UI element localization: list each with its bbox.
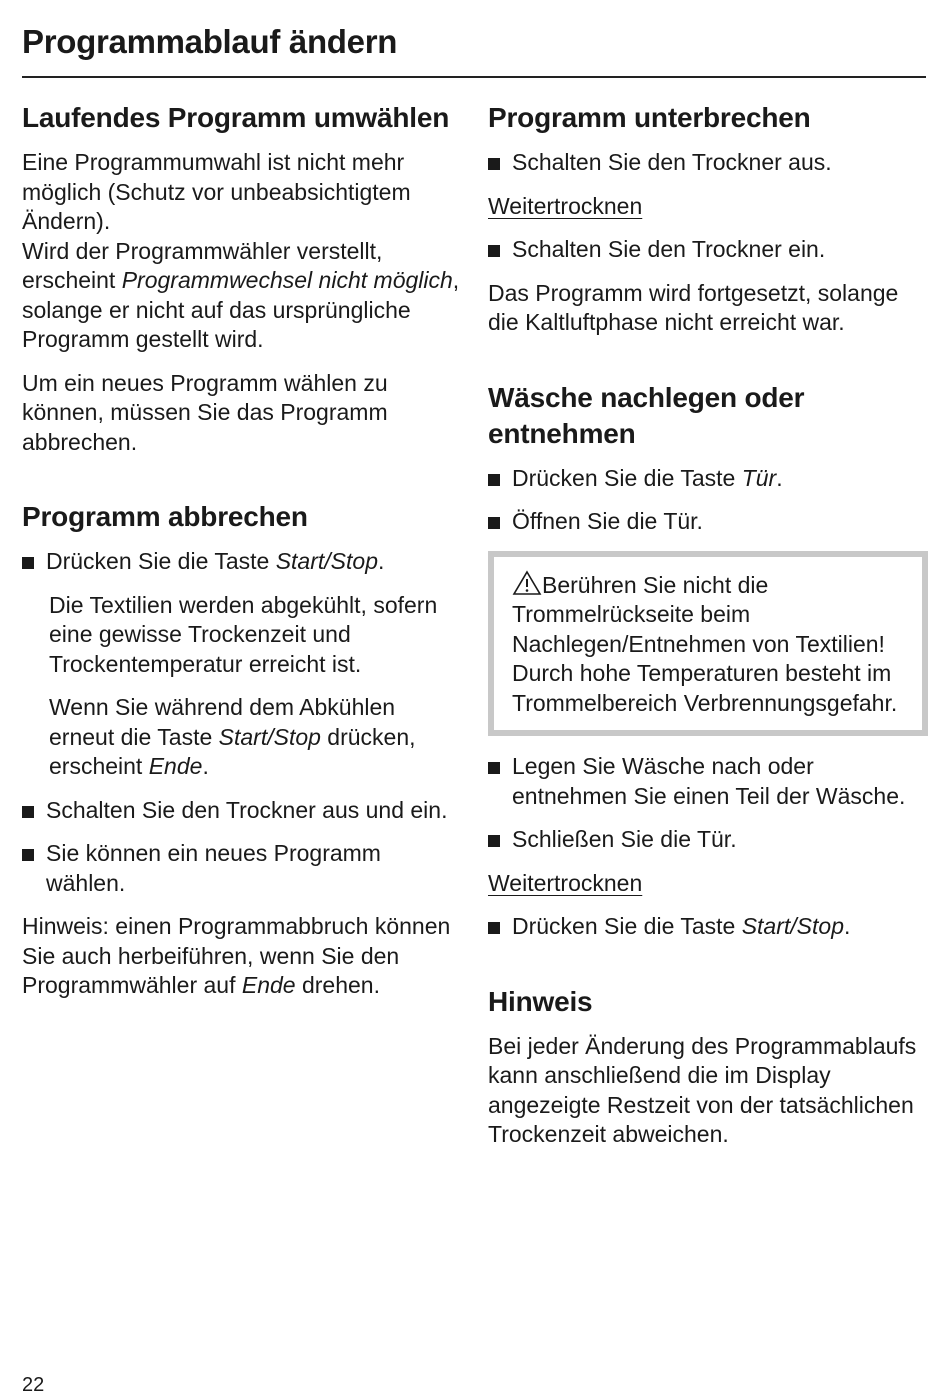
bullet-square-icon <box>488 922 500 934</box>
bullet-square-icon <box>488 835 500 847</box>
heading-programm-abbrechen: Programm abbrechen <box>22 501 308 532</box>
page-title: Programmablauf ändern <box>22 23 398 60</box>
list-item: Schalten Sie den Trockner aus und ein. <box>22 796 462 826</box>
section-programm-unterbrechen <box>488 100 928 338</box>
section-programm-abbrechen <box>22 499 462 1001</box>
heading-waesche-nachlegen: Wäsche nachlegen oder entnehmen <box>488 381 805 449</box>
list-item: Legen Sie Wäsche nach oder entnehmen Sie einen Teil der Wäsche. <box>488 752 928 811</box>
paragraph-umwahl-hinweis: Wird der Programmwähler verstellt, erscheint Programmwechsel nicht möglich, solange er nicht auf das ursprüngliche Programm gestellt wird. <box>22 237 460 352</box>
heading-programm-umwaehlen: Laufendes Programm umwählen <box>22 102 450 133</box>
bullet-square-icon <box>22 557 34 569</box>
list-item: Sie können ein neues Programm wählen. <box>22 839 462 898</box>
paragraph-fortgesetzt: Das Programm wird fortgesetzt, solange die Kaltluftphase nicht erreicht war. <box>488 279 899 335</box>
section-hinweis <box>488 984 928 1150</box>
title-divider <box>22 76 926 78</box>
bullet-square-icon <box>488 245 500 257</box>
list-item: Schalten Sie den Trockner ein. <box>488 235 928 265</box>
bullet-square-icon <box>488 474 500 486</box>
left-column <box>22 100 462 1043</box>
list-item: Schalten Sie den Trockner aus. <box>488 148 928 178</box>
paragraph-umwahl-info: Eine Programmumwahl ist nicht mehr möglich (Schutz vor unbeabsichtigtem Ändern). <box>22 149 411 234</box>
bullet-square-icon <box>22 806 34 818</box>
paragraph-restzeit: Bei jeder Änderung des Programmablaufs kann anschließend die im Display angezeigte Restzeit von der tatsächlichen Trockenzeit abweichen. <box>488 1032 917 1147</box>
list-item: Drücken Sie die Taste Start/Stop. <box>22 547 462 577</box>
paragraph-erneut-druecken: Wenn Sie während dem Abkühlen erneut die Taste Start/Stop drücken, erscheint Ende. <box>49 694 416 779</box>
warning-triangle-icon <box>512 570 542 596</box>
heading-programm-unterbrechen: Programm unterbrechen <box>488 102 811 133</box>
heading-hinweis: Hinweis <box>488 985 593 1017</box>
subheading-weitertrocknen: Weitertrocknen <box>488 869 643 896</box>
right-column <box>488 100 928 1192</box>
paragraph-abkuehlen: Die Textilien werden abgekühlt, sofern eine gewisse Trockenzeit und Trockentemperatur erreicht ist. <box>49 591 438 677</box>
list-item: Öffnen Sie die Tür. <box>488 507 928 537</box>
paragraph-hinweis-abbruch: Hinweis: einen Programmabbruch können Sie auch herbeiführen, wenn Sie den Programmwähler auf Ende drehen. <box>22 913 451 998</box>
section-waesche-nachlegen <box>488 380 928 942</box>
bullet-square-icon <box>488 517 500 529</box>
warning-text: Berühren Sie nicht die Trommelrückseite beim Nachlegen/Entnehmen von Textilien! Durch hohe Temperaturen besteht im Trommelbereich Verbrennungsgefahr. <box>512 571 898 716</box>
bullet-square-icon <box>488 158 500 170</box>
display-message: Programmwechsel nicht möglich <box>121 267 453 293</box>
bullet-square-icon <box>22 849 34 861</box>
list-item: Drücken Sie die Taste Start/Stop. <box>488 912 928 942</box>
warning-box <box>488 551 928 737</box>
page-number: 22 <box>22 1374 45 1396</box>
section-programm-umwaehlen <box>22 100 462 457</box>
list-item: Drücken Sie die Taste Tür. <box>488 464 928 494</box>
list-item: Schließen Sie die Tür. <box>488 825 928 855</box>
subheading-weitertrocknen: Weitertrocknen <box>488 192 643 219</box>
paragraph-neues-programm: Um ein neues Programm wählen zu können, müssen Sie das Programm abbrechen. <box>22 369 388 455</box>
bullet-square-icon <box>488 762 500 774</box>
